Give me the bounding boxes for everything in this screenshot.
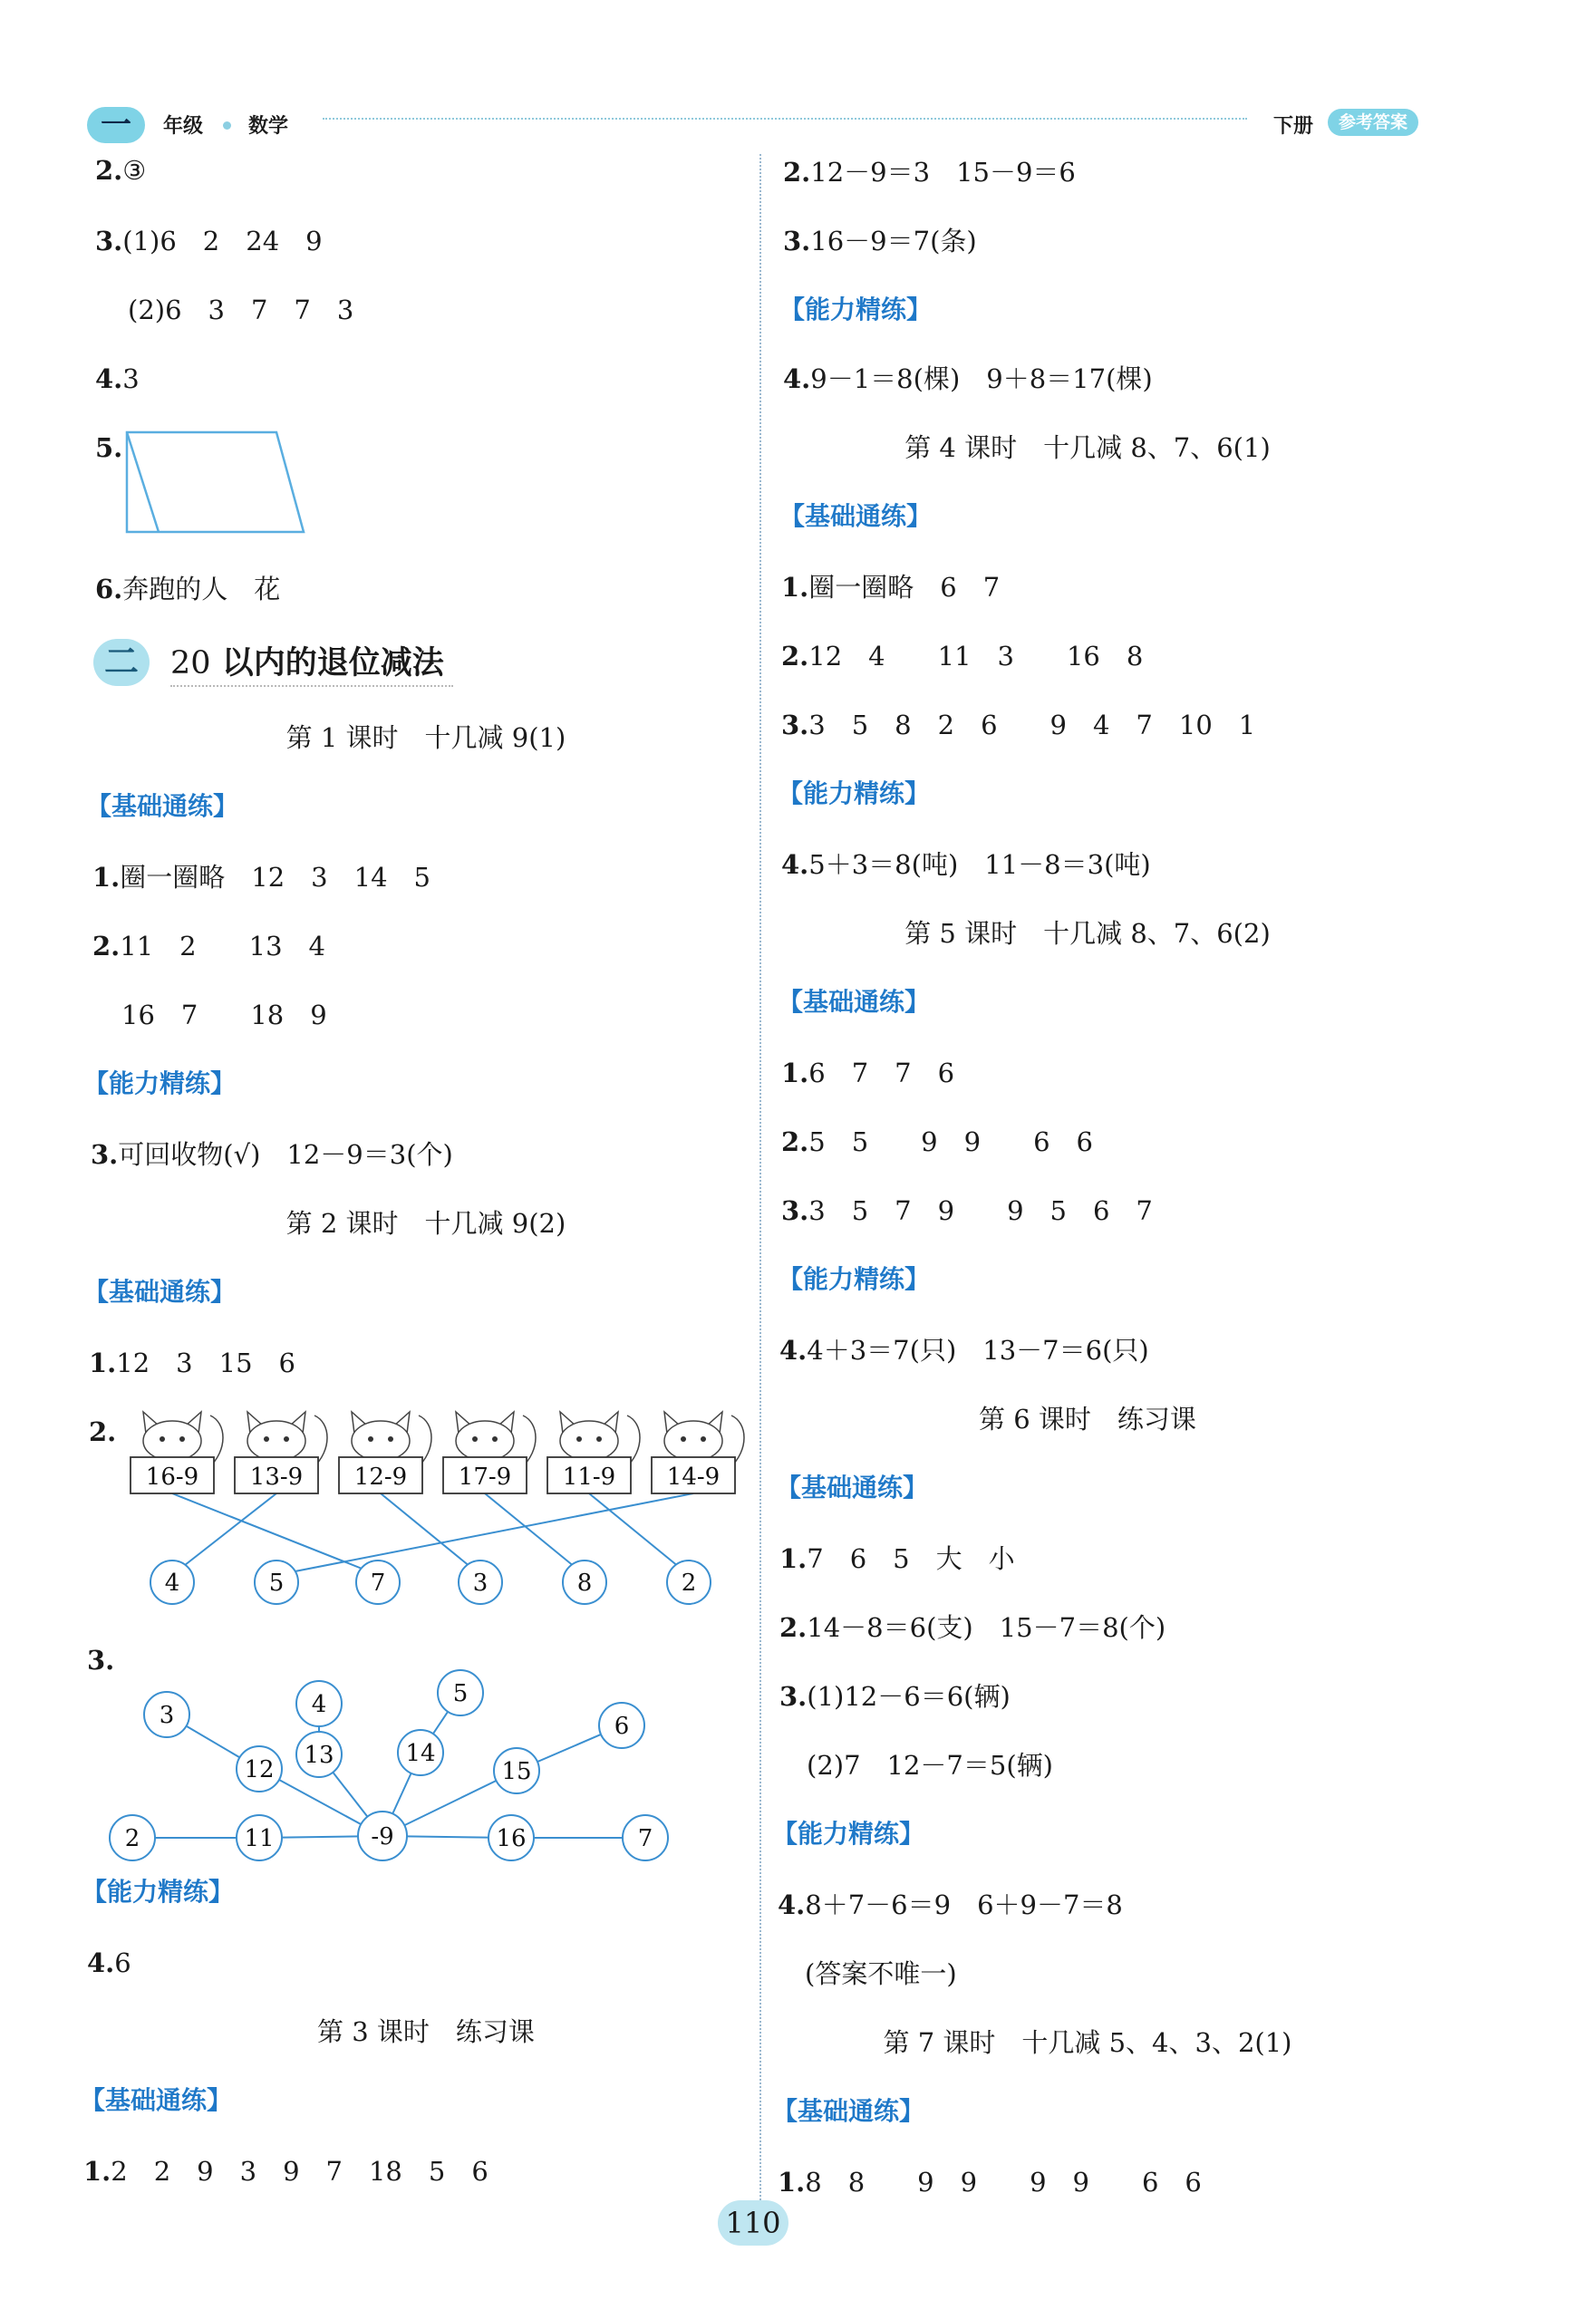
answer-line: 16 7 18 9 xyxy=(121,1000,327,1030)
chapter-badge: 二 xyxy=(93,639,150,686)
lesson-title: 第 1 课时 十几减 9(1) xyxy=(285,722,566,753)
squirrel-card xyxy=(339,1412,431,1493)
section-basic: 【基础通练】 xyxy=(776,1473,929,1503)
volume-label: 下册 xyxy=(1273,115,1314,138)
answer-line: 5. xyxy=(95,432,123,463)
header-dot xyxy=(223,121,231,130)
answer-line: 2.12－9＝3 15－9＝6 xyxy=(783,157,1076,188)
column-divider xyxy=(759,154,761,2229)
answer-line: 3.(1)6 2 24 9 xyxy=(95,226,323,256)
answer-line: 1.6 7 7 6 xyxy=(781,1058,955,1088)
answer-line: 1.7 6 5 大 小 xyxy=(779,1543,1015,1574)
answer-number: 3 xyxy=(472,1570,488,1597)
lesson-title: 第 7 课时 十几减 5、4、3、2(1) xyxy=(883,2027,1292,2058)
squirrel-eye xyxy=(264,1436,269,1442)
grade-badge: 一 xyxy=(87,107,145,143)
inner-node-label: 13 xyxy=(304,1742,334,1769)
answer-line: (2)7 12－7＝5(辆) xyxy=(807,1750,1053,1781)
header-rule xyxy=(323,118,1247,120)
lesson-title: 第 2 课时 十几减 9(2) xyxy=(285,1208,566,1239)
answer-line: 2.14－8＝6(支) 15－7＝8(个) xyxy=(779,1612,1166,1643)
lesson-title: 第 4 课时 十几减 8、7、6(1) xyxy=(904,432,1271,463)
squirrel-eye xyxy=(388,1436,393,1442)
answer-line: 4.9－1＝8(棵) 9＋8＝17(棵) xyxy=(783,363,1153,394)
chapter-underline xyxy=(170,685,453,687)
squirrel-eye xyxy=(472,1436,478,1442)
answer-line: 1.圈一圈略 6 7 xyxy=(781,572,1001,603)
squirrel-head xyxy=(352,1421,410,1461)
squirrel-eye xyxy=(284,1436,289,1442)
squirrel-eye xyxy=(179,1436,185,1442)
answer-line: 2.12 4 11 3 16 8 xyxy=(781,641,1144,672)
answer-line: 4.8＋7－6＝9 6＋9－7＝8 xyxy=(778,1889,1123,1920)
answer-line: 1.8 8 9 9 9 9 6 6 xyxy=(778,2167,1202,2198)
matching-figure xyxy=(118,1405,752,1613)
answer-number: 2 xyxy=(681,1570,697,1597)
squirrel-card xyxy=(547,1412,640,1493)
expression-text: 14-9 xyxy=(666,1464,721,1491)
inner-node-label: 15 xyxy=(501,1758,532,1785)
expression-text: 17-9 xyxy=(458,1464,512,1491)
inner-node-label: 14 xyxy=(405,1740,436,1767)
inner-node-label: 12 xyxy=(244,1756,275,1783)
answer-line: 4.6 xyxy=(87,1947,131,1978)
section-ability: 【能力精练】 xyxy=(83,1068,237,1098)
answer-line: 3. xyxy=(87,1645,115,1676)
lesson-title: 第 5 课时 十几减 8、7、6(2) xyxy=(904,918,1271,949)
section-basic: 【基础通练】 xyxy=(772,2096,925,2126)
answer-line: 3.(1)12－6＝6(辆) xyxy=(779,1681,1011,1712)
answer-line: 3.3 5 8 2 6 9 4 7 10 1 xyxy=(781,710,1256,740)
section-ability: 【能力精练】 xyxy=(82,1877,235,1907)
section-ability: 【能力精练】 xyxy=(772,1819,925,1849)
section-basic: 【基础通练】 xyxy=(80,2085,233,2115)
squirrel-head xyxy=(247,1421,305,1461)
squirrel-card xyxy=(443,1412,536,1493)
center-node-label: -9 xyxy=(371,1823,394,1850)
squirrel-eye xyxy=(681,1436,686,1442)
answer-line: 2. xyxy=(89,1416,117,1447)
squirrel-eye xyxy=(576,1436,582,1442)
outer-node-label: 4 xyxy=(311,1691,327,1718)
section-basic: 【基础通练】 xyxy=(83,1277,237,1307)
expression-text: 16-9 xyxy=(145,1464,199,1491)
answer-number: 7 xyxy=(370,1570,386,1597)
squirrel-head xyxy=(664,1421,722,1461)
squirrel-head xyxy=(456,1421,514,1461)
answer-line: 4.3 xyxy=(95,363,140,394)
lesson-title: 第 6 课时 练习课 xyxy=(979,1404,1196,1435)
squirrel-head xyxy=(560,1421,618,1461)
cut-line xyxy=(127,432,159,532)
answer-line: 2.5 5 9 9 6 6 xyxy=(781,1126,1093,1157)
answer-number: 8 xyxy=(576,1570,593,1597)
answer-line: 2.11 2 13 4 xyxy=(92,931,325,961)
expression-text: 11-9 xyxy=(562,1464,616,1491)
answers-badge: 参考答案 xyxy=(1328,109,1418,136)
outer-node-label: 2 xyxy=(124,1825,140,1852)
answer-note: (答案不唯一) xyxy=(805,1958,957,1989)
outer-node-label: 3 xyxy=(159,1702,175,1729)
match-line xyxy=(172,1493,276,1575)
answer-line: (2)6 3 7 7 3 xyxy=(128,295,354,325)
answer-number: 4 xyxy=(164,1570,180,1597)
section-basic: 【基础通练】 xyxy=(86,791,239,821)
squirrel-card xyxy=(131,1412,223,1493)
answer-line: 3.3 5 7 9 9 5 6 7 xyxy=(781,1195,1153,1226)
chapter-title: 20 以内的退位减法 xyxy=(170,644,444,681)
subject-label: 数学 xyxy=(248,115,289,138)
outer-node-label: 6 xyxy=(614,1713,630,1740)
match-line xyxy=(589,1493,689,1575)
squirrel-card xyxy=(235,1412,327,1493)
expression-text: 12-9 xyxy=(353,1464,408,1491)
answer-line: 3.16－9＝7(条) xyxy=(783,226,977,256)
answer-line: 6.奔跑的人 花 xyxy=(95,574,281,604)
squirrel-eye xyxy=(368,1436,373,1442)
section-basic: 【基础通练】 xyxy=(778,987,931,1017)
answer-line: 1.2 2 9 3 9 7 18 5 6 xyxy=(83,2156,488,2187)
inner-node-label: 11 xyxy=(244,1825,275,1852)
answer-number: 5 xyxy=(268,1570,285,1597)
section-basic: 【基础通练】 xyxy=(779,501,933,531)
squirrel-head xyxy=(143,1421,201,1461)
inner-node-label: 16 xyxy=(496,1825,527,1852)
section-ability: 【能力精练】 xyxy=(778,1264,931,1294)
answer-line: 4.4＋3＝7(只) 13－7＝6(只) xyxy=(779,1335,1149,1366)
answer-line: 3.可回收物(√) 12－9＝3(个) xyxy=(91,1139,453,1170)
answer-line: 4.5＋3＝8(吨) 11－8＝3(吨) xyxy=(781,849,1151,880)
squirrel-eye xyxy=(160,1436,165,1442)
match-line xyxy=(485,1493,585,1575)
page-number: 110 xyxy=(718,2200,788,2246)
outer-node-label: 7 xyxy=(637,1825,653,1852)
lesson-title: 第 3 课时 练习课 xyxy=(317,2016,535,2047)
squirrel-eye xyxy=(596,1436,602,1442)
match-line xyxy=(381,1493,480,1575)
answer-line: 2.③ xyxy=(95,155,147,186)
section-ability: 【能力精练】 xyxy=(779,295,933,324)
answer-line: 1.12 3 15 6 xyxy=(89,1348,295,1378)
parallelogram-figure xyxy=(122,428,313,536)
answer-line: 1.圈一圈略 12 3 14 5 xyxy=(92,862,430,893)
squirrel-eye xyxy=(701,1436,706,1442)
grade-label: 年级 xyxy=(163,115,204,138)
squirrel-eye xyxy=(492,1436,498,1442)
outer-node-label: 5 xyxy=(452,1680,469,1707)
squirrel-card xyxy=(652,1412,744,1493)
section-ability: 【能力精练】 xyxy=(778,778,931,808)
subtraction-network-figure xyxy=(109,1631,689,1867)
expression-text: 13-9 xyxy=(249,1464,304,1491)
